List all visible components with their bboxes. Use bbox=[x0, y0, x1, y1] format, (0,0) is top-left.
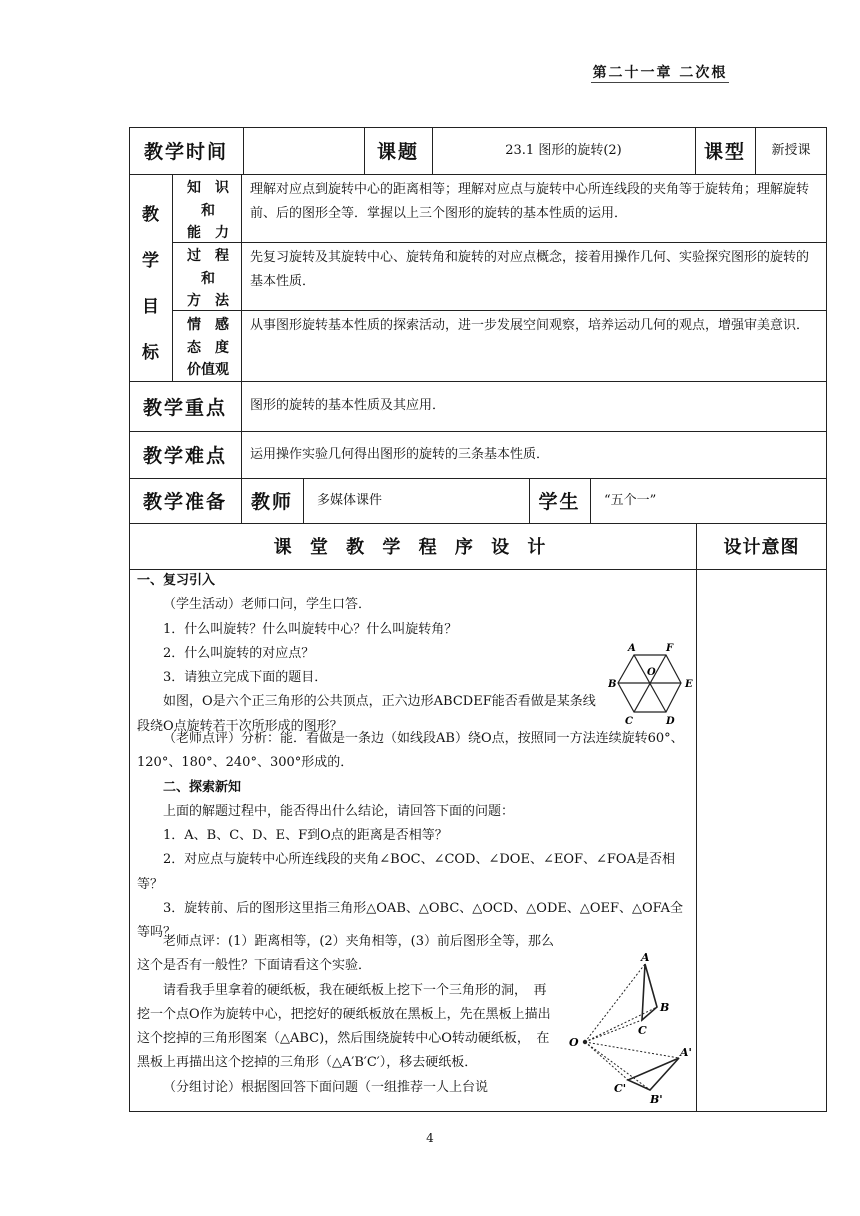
teacher-label: 教师 bbox=[250, 491, 293, 513]
objectives-side-char: 标 bbox=[142, 343, 159, 363]
objectives-side-char: 学 bbox=[142, 251, 159, 271]
procedure-design-title: 课 堂 教 学 程 序 设 计 bbox=[273, 537, 552, 558]
topic-label: 课题 bbox=[376, 141, 419, 163]
hexagon-label: D bbox=[666, 716, 675, 727]
objective-text-emotion: 从事图形旋转基本性质的探索活动，进一步发展空间观察，培养运动几何的观点，增强审美意识． bbox=[250, 318, 810, 333]
preparation-label: 教学准备 bbox=[142, 491, 227, 513]
paragraph: （老师点评）分析：能．看做是一条边（如线段AB）绕O点，按照同一方法连续旋转60°、120°、180°、240°、300°形成的． bbox=[137, 731, 684, 771]
rotation-label: O bbox=[569, 1036, 579, 1049]
key-point-text: 图形的旋转的基本性质及其应用． bbox=[250, 398, 446, 413]
paragraph: 请看我手里拿着的硬纸板，我在硬纸板上挖下一个三角形的洞， 再挖一个点O作为旋转中心，把挖好的硬纸板放在黑板上，先在黑板上描出这个挖掉的三角形图案（△ABC)，然后围绕旋转中心O转动硬纸板， 在黑板上再描出这个挖掉的三角形（△A′B′C′），移去硬纸板． bbox=[137, 982, 551, 1071]
rotation-label: B bbox=[660, 1001, 670, 1014]
section-explore-title: 二、探索新知 bbox=[163, 779, 242, 795]
lesson-type-label: 课型 bbox=[703, 141, 746, 163]
objective-label-emotion: 价值观 bbox=[187, 362, 229, 378]
objectives-side-char: 目 bbox=[142, 297, 159, 317]
paragraph: 如图，O是六个正三角形的公共顶点，正六边形ABCDEF能否看做是某条线段绕O点旋转若干次所形成的图形？ bbox=[137, 694, 596, 734]
hexagon-label: O bbox=[647, 667, 656, 678]
rotation-label: B' bbox=[650, 1093, 663, 1106]
paragraph: 3．旋转前、后的图形这里指三角形△OAB、△OBC、△OCD、△ODE、△OEF、△OFA全等吗？ bbox=[137, 901, 683, 941]
paragraph: 1．什么叫旋转？什么叫旋转中心？什么叫旋转角？ bbox=[163, 621, 458, 637]
topic-value: 23.1 图形的旋转(2) bbox=[505, 142, 622, 158]
paragraph: 1．A、B、C、D、E、F到O点的距离是否相等？ bbox=[163, 828, 448, 844]
objective-label-process: 方 法 bbox=[187, 293, 229, 309]
paragraph: 老师点评：(1）距离相等，(2）夹角相等，(3）前后图形全等，那么这个是否有一般性？下面请看这个实验． bbox=[137, 934, 555, 974]
objective-text-process: 先复习旋转及其旋转中心、旋转角和旋转的对应点概念，接着用操作几何、实验探究图形的旋转的基本性质． bbox=[250, 250, 810, 290]
paragraph: 上面的解题过程中，能否得出什么结论，请回答下面的问题： bbox=[163, 803, 515, 819]
hexagon-figure bbox=[608, 640, 698, 730]
chapter-header: 第二十一章 二次根 bbox=[591, 62, 729, 83]
lesson-body-bottom bbox=[137, 930, 555, 1100]
rotation-label: C' bbox=[614, 1082, 627, 1095]
objective-label-knowledge: 和 bbox=[201, 203, 215, 219]
hexagon-label: A bbox=[628, 643, 636, 654]
design-intent-title: 设计意图 bbox=[723, 537, 800, 558]
student-value: “五个一” bbox=[604, 492, 657, 508]
objective-label-process: 过 程 bbox=[187, 248, 229, 264]
hexagon-label: B bbox=[608, 679, 617, 690]
objective-label-knowledge: 能 力 bbox=[187, 225, 229, 241]
rotation-figure bbox=[563, 948, 697, 1108]
rotation-label: A' bbox=[680, 1046, 692, 1059]
page-number: 4 bbox=[426, 1131, 434, 1145]
rotation-label: A bbox=[641, 951, 650, 964]
lesson-type-value: 新授课 bbox=[771, 142, 811, 158]
objective-label-emotion: 态 度 bbox=[187, 340, 229, 356]
objective-label-process: 和 bbox=[201, 271, 215, 287]
teaching-time-value bbox=[243, 127, 364, 174]
student-label: 学生 bbox=[538, 491, 581, 513]
teaching-time-label: 教学时间 bbox=[143, 141, 228, 163]
objectives-side-char: 教 bbox=[142, 205, 159, 225]
paragraph: 3．请独立完成下面的题目． bbox=[163, 670, 328, 686]
difficulty-text: 运用操作实验几何得出图形的旋转的三条基本性质． bbox=[250, 446, 550, 462]
objective-text-knowledge: 理解对应点到旋转中心的距离相等；理解对应点与旋转中心所连线段的夹角等于旋转角；理解旋转前、后的图形全等．掌握以上三个图形的旋转的基本性质的运用． bbox=[250, 182, 810, 222]
rotation-label: C bbox=[638, 1024, 647, 1037]
objective-label-emotion: 情 感 bbox=[187, 317, 229, 333]
lesson-body-top bbox=[137, 569, 607, 739]
hexagon-label: E bbox=[685, 679, 693, 690]
paragraph: 2．对应点与旋转中心所连线段的夹角∠BOC、∠COD、∠DOE、∠EOF、∠FOA是否相等？ bbox=[137, 852, 675, 892]
paragraph: （学生活动）老师口问，学生口答． bbox=[163, 597, 372, 613]
paragraph: 2．什么叫旋转的对应点？ bbox=[163, 645, 315, 661]
paragraph: （分组讨论）根据图回答下面问题（一组推荐一人上台说 bbox=[163, 1079, 489, 1095]
key-point-label: 教学重点 bbox=[142, 396, 227, 419]
hexagon-label: F bbox=[666, 643, 674, 654]
section-review-title: 一、复习引入 bbox=[137, 573, 216, 588]
teacher-value: 多媒体课件 bbox=[317, 492, 383, 508]
hexagon-label: C bbox=[625, 716, 633, 727]
difficulty-label: 教学难点 bbox=[142, 445, 227, 467]
objective-label-knowledge: 知 识 bbox=[187, 180, 229, 196]
lesson-body-mid bbox=[137, 727, 689, 946]
